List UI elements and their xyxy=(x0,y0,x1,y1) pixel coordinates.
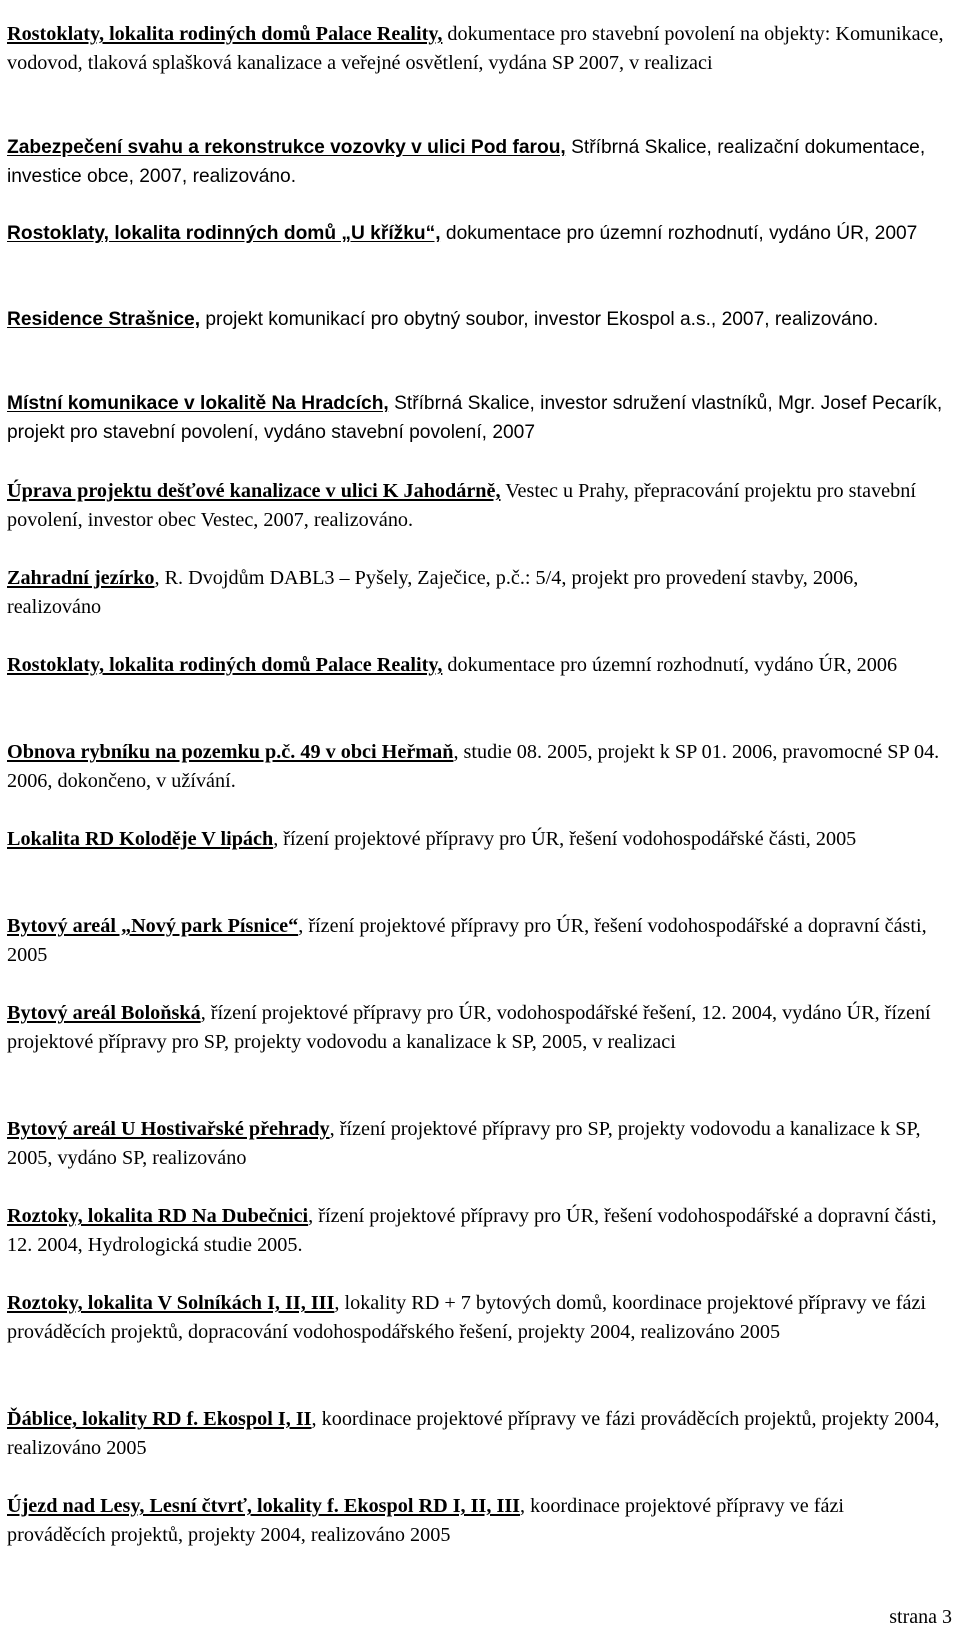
list-item xyxy=(7,651,947,680)
list-item xyxy=(7,1115,947,1173)
entry-text: Vestec u Prahy, přepracování projektu pro stavební povolení, investor obec Vestec, 2007, realizováno. xyxy=(7,480,916,532)
entry-text: , řízení projektové přípravy pro ÚR, řešení vodohospodářské části, 2005 xyxy=(273,828,857,851)
entry-text: , studie 08. 2005, projekt k SP 01. 2006, pravomocné SP 04. 2006, dokončeno, v užívání. xyxy=(7,741,940,793)
list-item xyxy=(7,389,947,447)
list-item xyxy=(7,564,947,622)
entry-title: Rostoklaty, lokalita rodiných domů Palace Reality, xyxy=(7,23,443,46)
entry-title: Bytový areál Boloňská xyxy=(7,1002,201,1025)
entry-text: projekt komunikací pro obytný soubor, investor Ekospol a.s., 2007, realizováno. xyxy=(200,309,879,331)
list-item xyxy=(7,477,947,535)
entry-title: Úprava projektu dešťové kanalizace v ulici K Jahodárně, xyxy=(7,480,501,503)
entry-title: Rostoklaty, lokalita rodiných domů Palace Reality, xyxy=(7,654,443,677)
list-item xyxy=(7,738,947,796)
entry-text: dokumentace pro územní rozhodnutí, vydáno ÚR, 2006 xyxy=(442,654,898,677)
entry-text: dokumentace pro územní rozhodnutí, vydáno ÚR, 2007 xyxy=(440,223,918,245)
list-item xyxy=(7,1289,947,1347)
list-item xyxy=(7,825,947,854)
entry-text: dokumentace pro stavební povolení na objekty: Komunikace, vodovod, tlaková splašková kanalizace a veřejné osvětlení, vydána SP 2007, v realizaci xyxy=(7,23,944,75)
list-item xyxy=(7,133,947,191)
entry-title: Zahradní jezírko xyxy=(7,567,155,590)
entry-text: , řízení projektové přípravy pro ÚR, vodohospodářské řešení, 12. 2004, vydáno ÚR, řízení projektové přípravy pro SP, projekty vodovodu a kanalizace k SP, 2005, v realizaci xyxy=(7,1002,931,1054)
list-item xyxy=(7,305,947,334)
list-item xyxy=(7,1492,947,1550)
entry-text: , koordinace projektové přípravy ve fázi prováděcích projektů, projekty 2004, realizováno 2005 xyxy=(7,1408,940,1460)
entry-title: Rostoklaty, lokalita rodinných domů „U křížku“, xyxy=(7,223,441,245)
entry-title: Residence Strašnice, xyxy=(7,309,201,331)
entry-title: Roztoky, lokalita V Solníkách I, II, III xyxy=(7,1292,335,1315)
entry-title: Roztoky, lokalita RD Na Dubečnici xyxy=(7,1205,309,1228)
entry-text: , řízení projektové přípravy pro ÚR, řešení vodohospodářské a dopravní části, 2005 xyxy=(7,915,927,967)
entry-title: Újezd nad Lesy, Lesní čtvrť, lokality f. Ekospol RD I, II, III xyxy=(7,1495,521,1518)
entry-title: Ďáblice, lokality RD f. Ekospol I, II xyxy=(7,1408,312,1431)
list-item xyxy=(7,219,947,248)
entry-title: Bytový areál U Hostivařské přehrady xyxy=(7,1118,330,1141)
entry-text: , R. Dvojdům DABL3 – Pyšely, Zaječice, p.č.: 5/4, projekt pro provedení stavby, 2006, realizováno xyxy=(7,567,859,619)
entry-title: Obnova rybníku na pozemku p.č. 49 v obci Heřmaň xyxy=(7,741,454,764)
entry-title: Zabezpečení svahu a rekonstrukce vozovky v ulici Pod farou, xyxy=(7,137,566,159)
list-item xyxy=(7,1202,947,1260)
entry-text: Stříbrná Skalice, realizační dokumentace, investice obce, 2007, realizováno. xyxy=(7,137,926,188)
entry-text: , řízení projektové přípravy pro ÚR, řešení vodohospodářské a dopravní části, 12. 2004, Hydrologická studie 2005. xyxy=(7,1205,937,1257)
list-item xyxy=(7,912,947,970)
entry-text: , řízení projektové přípravy pro SP, projekty vodovodu a kanalizace k SP, 2005, vydáno SP, realizováno xyxy=(7,1118,921,1170)
entry-title: Místní komunikace v lokalitě Na Hradcích, xyxy=(7,393,389,415)
list-item xyxy=(7,1405,947,1463)
entry-text: Stříbrná Skalice, investor sdružení vlastníků, Mgr. Josef Pecarík, projekt pro stavební povolení, vydáno stavební povolení, 2007 xyxy=(7,393,943,444)
page-number: strana 3 xyxy=(889,1606,952,1628)
list-item xyxy=(7,999,947,1057)
entry-title: Bytový areál „Nový park Písnice“ xyxy=(7,915,299,938)
entry-text: , lokality RD + 7 bytových domů, koordinace projektové přípravy ve fázi prováděcích projektů, dopracování vodohospodářského řešení, projekty 2004, realizováno 2005 xyxy=(7,1292,927,1344)
list-item xyxy=(7,20,947,78)
entry-text: , koordinace projektové přípravy ve fázi prováděcích projektů, projekty 2004, realizováno 2005 xyxy=(7,1495,845,1547)
entry-title: Lokalita RD Koloděje V lipách xyxy=(7,828,274,851)
